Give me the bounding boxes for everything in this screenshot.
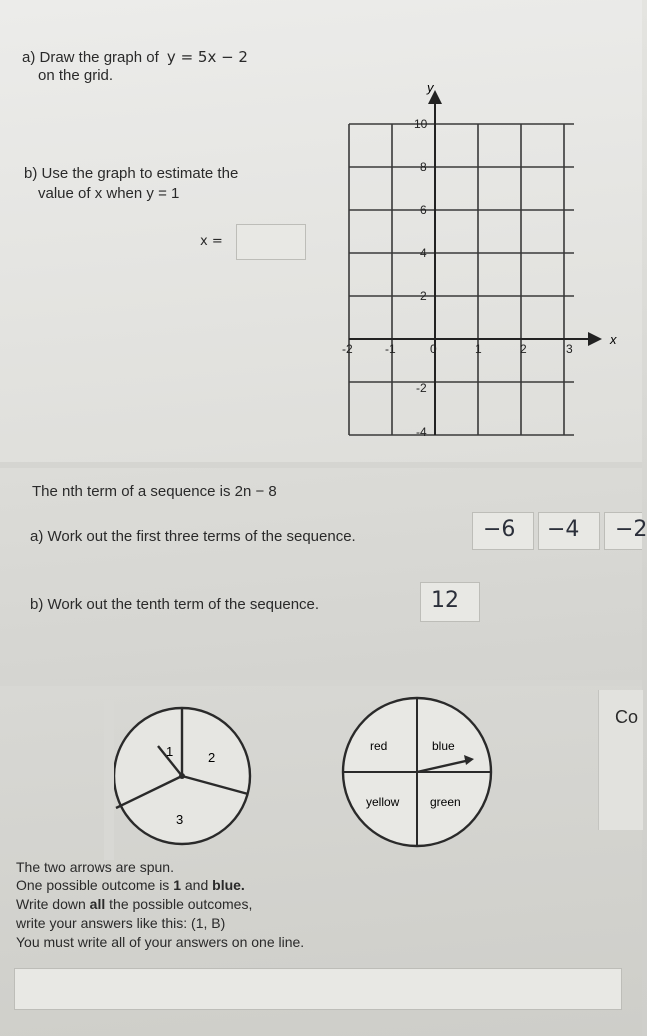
x-tick-1: 1	[475, 342, 482, 356]
x-tick-2: 2	[520, 342, 527, 356]
tenth-term-answer: 12	[431, 588, 459, 613]
equation: y = 5x − 2	[166, 48, 248, 66]
y-tick-2: 2	[420, 289, 427, 303]
y-tick-10: 10	[414, 117, 428, 131]
y-tick-8: 8	[420, 160, 427, 174]
y-tick-4: 4	[420, 246, 427, 260]
grid-lines	[349, 124, 574, 435]
spinner2-section-red: red	[370, 739, 388, 753]
term3-answer-box[interactable]	[604, 512, 647, 550]
q1-part-b-line2: value of x when y = 1	[38, 185, 180, 202]
sequence-part-a: a) Work out the first three terms of the sequence.	[30, 528, 356, 545]
tenth-term-answer-box[interactable]	[420, 582, 480, 622]
term1-answer: −6	[483, 517, 516, 542]
y-axis-label: y	[427, 80, 434, 95]
spinner2-section-yellow: yellow	[366, 795, 400, 809]
spinner-line5: You must write all of your answers on one line.	[16, 934, 305, 950]
y-tick-neg2: -2	[416, 381, 427, 395]
x-axis-label: x	[610, 332, 617, 347]
spinner-colours	[340, 694, 494, 850]
x-axis-arrowhead	[588, 332, 602, 346]
x-answer-box[interactable]	[236, 224, 306, 260]
term2-answer-box[interactable]	[538, 512, 600, 550]
sequence-part-b: b) Work out the tenth term of the sequence.	[30, 596, 320, 613]
q1-part-a-line2: on the grid.	[38, 67, 114, 84]
spinner-line3: Write down all the possible outcomes,	[16, 896, 253, 912]
q1-part-b-line1: b) Use the graph to estimate the	[24, 165, 239, 182]
next-card-edge	[598, 690, 643, 830]
spinner1-section-1: 1	[166, 744, 174, 759]
next-card-fragment: Co	[615, 707, 639, 727]
spinner-numbers	[104, 700, 248, 860]
spinner1-section-2: 2	[208, 750, 216, 765]
x-tick-neg2: -2	[342, 342, 353, 356]
spinner-line2: One possible outcome is 1 and blue.	[16, 877, 245, 893]
x-tick-neg1: -1	[385, 342, 396, 356]
term2-answer: −4	[547, 517, 580, 542]
spinner-line1: The two arrows are spun.	[16, 859, 174, 875]
y-tick-neg4: -4	[416, 425, 427, 439]
axes	[349, 100, 588, 435]
spinner2-section-green: green	[430, 795, 461, 809]
x-tick-3: 3	[566, 342, 573, 356]
coordinate-grid[interactable]	[330, 82, 630, 452]
term3-answer: −2	[615, 517, 647, 542]
spinner1-section-3: 3	[176, 812, 184, 827]
term1-answer-box[interactable]	[472, 512, 534, 550]
spinner-line4: write your answers like this: (1, B)	[16, 915, 226, 931]
sequence-stem: The nth term of a sequence is 2n − 8	[32, 483, 277, 500]
spinner2-section-blue: blue	[432, 739, 455, 753]
x-tick-0: 0	[430, 342, 437, 356]
outcomes-answer-box[interactable]	[14, 968, 622, 1010]
q1-part-a-line1: a) Draw the graph of y = 5x − 2	[22, 48, 248, 66]
y-tick-6: 6	[420, 203, 427, 217]
answer-label: x =	[200, 234, 223, 249]
